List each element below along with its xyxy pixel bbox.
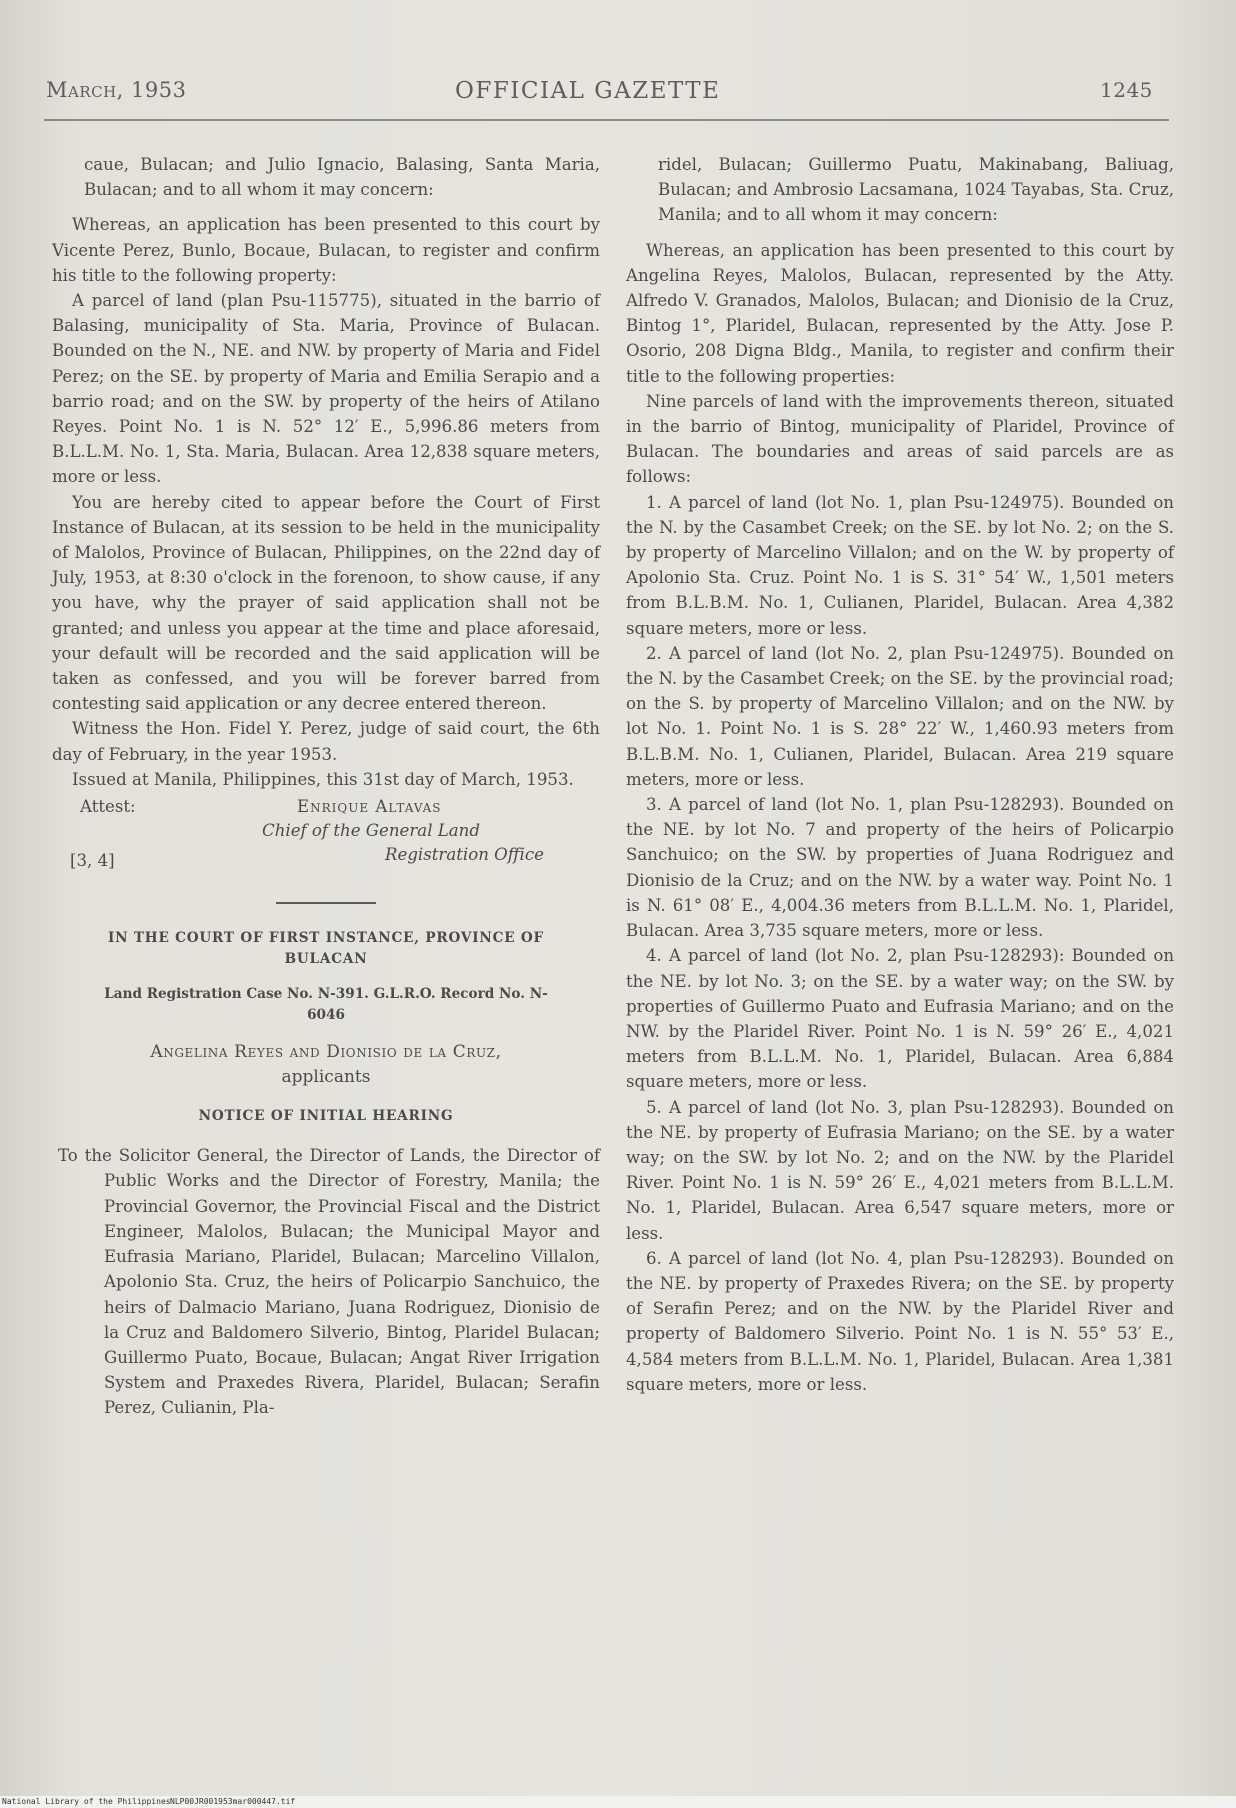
citation-paragraph: You are hereby cited to appear before the Court of First Instance of Bulacan, at its session to be held in the municipality of Malolos, Province of Bulacan, Philippines, on the 22nd day of July, 1953, at 8:30 o'clock in the forenoon, to show cause, if any you have, why the prayer of said application shall not be granted; and unless you appear at the time and place aforesaid, your default will be recorded and the said application will be taken as confessed, and you will be forever barred from contesting said application or any decree entered thereon. bbox=[52, 492, 600, 714]
case-number: Land Registration Case No. N-391. G.L.R.O. Record No. N-6046 bbox=[104, 986, 548, 1024]
whereas-paragraph-right: Whereas, an application has been presented to this court by Angelina Reyes, Malolos, Bulacan, represented by the Atty. Alfredo V. Granados, Malolos, Bulacan; and Dionisio de la Cruz, Bintog 1°, Plaridel, Bulacan, represented by the Atty. Jose P. Osorio, 208 Digna Bldg., Manila, to register and confirm their title to the following properties: bbox=[626, 240, 1174, 386]
footer-library-name: National Library of the Philippines bbox=[2, 1797, 171, 1806]
scan-footer bbox=[0, 1796, 1236, 1808]
whereas-paragraph: Whereas, an application has been presented to this court by Vicente Perez, Bunlo, Bocaue, Bulacan, to register and confirm his title to the following property: bbox=[52, 215, 600, 285]
applicants-label: applicants bbox=[281, 1067, 371, 1088]
parcel-3-paragraph: 3. A parcel of land (lot No. 1, plan Psu-128293). Bounded on the NE. by lot No. 7 and property of the heirs of Policarpio Sanchuico; on the SW. by properties of Juana Rodriguez and Dionisio de la Cruz; and on the NW. by a water way. Point No. 1 is N. 61° 08′ E., 4,004.36 meters from B.L.L.M. No. 1, Plaridel, Bulacan. Area 3,735 square meters, more or less. bbox=[626, 795, 1174, 941]
addressee-continuation-right: ridel, Bulacan; Guillermo Puatu, Makinabang, Baliuag, Bulacan; and Ambrosio Lacsamana, 1024 Tayabas, Sta. Cruz, Manila; and to all whom it may concern: bbox=[658, 155, 1174, 225]
header-rule bbox=[44, 119, 1169, 121]
court-title: IN THE COURT OF FIRST INSTANCE, PROVINCE OF BULACAN bbox=[107, 930, 545, 968]
applicants-heading bbox=[52, 1040, 600, 1090]
parcel-2-paragraph: 2. A parcel of land (lot No. 2, plan Psu-124975). Bounded on the N. by the Casambet Creek; on the SE. by the provincial road; on the S. by property of Marcelino Villalon; and on the NW. by lot No. 1. Point No. 1 is S. 28° 22′ W., 1,460.93 meters from B.L.B.M. No. 1, Culianen, Plaridel, Bulacan. Area 219 square meters, more or less. bbox=[626, 643, 1174, 789]
header-date: March, 1953 bbox=[46, 78, 187, 102]
section-divider bbox=[276, 902, 376, 904]
addressee-paragraph: To the Solicitor General, the Director of Lands, the Director of Public Works and the Director of Forestry, Manila; the Provincial Governor, the Provincial Fiscal and the District Engineer, Malolos, Bulacan; the Municipal Mayor and Eufrasia Mariano, Plaridel, Bulacan; Marcelino Villalon, Apolonio Sta. Cruz, the heirs of Policarpio Sanchuico, the heirs of Dalmacio Mariano, Juana Rodriguez, Dionisio de la Cruz and Baldomero Silverio, Bintog, Plaridel Bulacan; Guillermo Puato, Bocaue, Bulacan; Angat River Irrigation System and Praxedes Rivera, Plaridel, Bulacan; Serafin Perez, Culianin, Pla- bbox=[58, 1146, 600, 1418]
signatory-title-line1: Chief of the General Land bbox=[262, 821, 480, 841]
issue-reference: [3, 4] bbox=[70, 851, 115, 871]
left-column bbox=[52, 152, 600, 1421]
footer-file-name: NLP00JR001953mar000447.tif bbox=[170, 1797, 296, 1806]
parcel-4-paragraph: 4. A parcel of land (lot No. 2, plan Psu-128293): Bounded on the NE. by lot No. 3; on the SE. by a water way; on the SW. by properties of Guillermo Puato and Eufrasia Mariano; and on the NW. by the Plaridel River. Point No. 1 is N. 59° 26′ E., 4,021 meters from B.L.L.M. No. 1, Plaridel, Bulacan. Area 6,884 square meters, more or less. bbox=[626, 946, 1174, 1092]
parcel-5-paragraph: 5. A parcel of land (lot No. 3, plan Psu-128293). Bounded on the NE. by property of Eufrasia Mariano; on the SE. by a water way; on the SW. by lot No. 2; and on the NW. by the Plaridel River. Point No. 1 is N. 59° 26′ E., 4,021 meters from B.L.L.M. No. 1, Plaridel, Bulacan. Area 6,547 square meters, more or less. bbox=[626, 1097, 1174, 1243]
parcel-paragraph: A parcel of land (plan Psu-115775), situated in the barrio of Balasing, municipality of Sta. Maria, Province of Bulacan. Bounded on the N., NE. and NW. by property of Maria and Fidel Perez; on the SE. by property of Maria and Emilia Serapio and a barrio road; and on the SW. by property of the heirs of Atilano Reyes. Point No. 1 is N. 52° 12′ E., 5,996.86 meters from B.L.L.M. No. 1, Sta. Maria, Bulacan. Area 12,838 square meters, more or less. bbox=[52, 291, 600, 487]
attestation-block bbox=[52, 794, 600, 882]
parcel-1-paragraph: 1. A parcel of land (lot No. 1, plan Psu-124975). Bounded on the N. by the Casambet Creek; on the SE. by lot No. 2; on the S. by property of Marcelino Villalon; and on the W. by property of Apolonio Sta. Cruz. Point No. 1 is S. 31° 54′ W., 1,501 meters from B.L.B.M. No. 1, Culianen, Plaridel, Bulacan. Area 4,382 square meters, more or less. bbox=[626, 492, 1174, 638]
applicant-names: Angelina Reyes and Dionisio de la Cruz, bbox=[150, 1042, 502, 1063]
attest-label: Attest: bbox=[80, 797, 136, 817]
header-page-number: 1245 bbox=[1100, 78, 1153, 102]
nine-parcels-paragraph: Nine parcels of land with the improvements thereon, situated in the barrio of Bintog, municipality of Plaridel, Province of Bulacan. The boundaries and areas of said parcels are as follows: bbox=[626, 391, 1174, 487]
addressee-continuation: caue, Bulacan; and Julio Ignacio, Balasing, Santa Maria, Bulacan; and to all whom it may concern: bbox=[84, 155, 600, 200]
signatory-title-line2: Registration Office bbox=[385, 845, 544, 865]
issued-paragraph: Issued at Manila, Philippines, this 31st day of March, 1953. bbox=[72, 769, 574, 789]
header-publication-title: OFFICIAL GAZETTE bbox=[455, 78, 721, 104]
witness-paragraph: Witness the Hon. Fidel Y. Perez, judge of said court, the 6th day of February, in the year 1953. bbox=[52, 719, 600, 764]
right-column bbox=[626, 152, 1174, 1397]
signatory-name: Enrique Altavas bbox=[297, 797, 442, 817]
parcel-6-paragraph: 6. A parcel of land (lot No. 4, plan Psu-128293). Bounded on the NE. by property of Praxedes Rivera; on the SE. by property of Serafin Perez; and on the NW. by the Plaridel River and property of Baldomero Silverio. Point No. 1 is N. 55° 53′ E., 4,584 meters from B.L.L.M. No. 1, Plaridel, Bulacan. Area 1,381 square meters, more or less. bbox=[626, 1248, 1174, 1394]
notice-title: NOTICE OF INITIAL HEARING bbox=[198, 1108, 454, 1125]
